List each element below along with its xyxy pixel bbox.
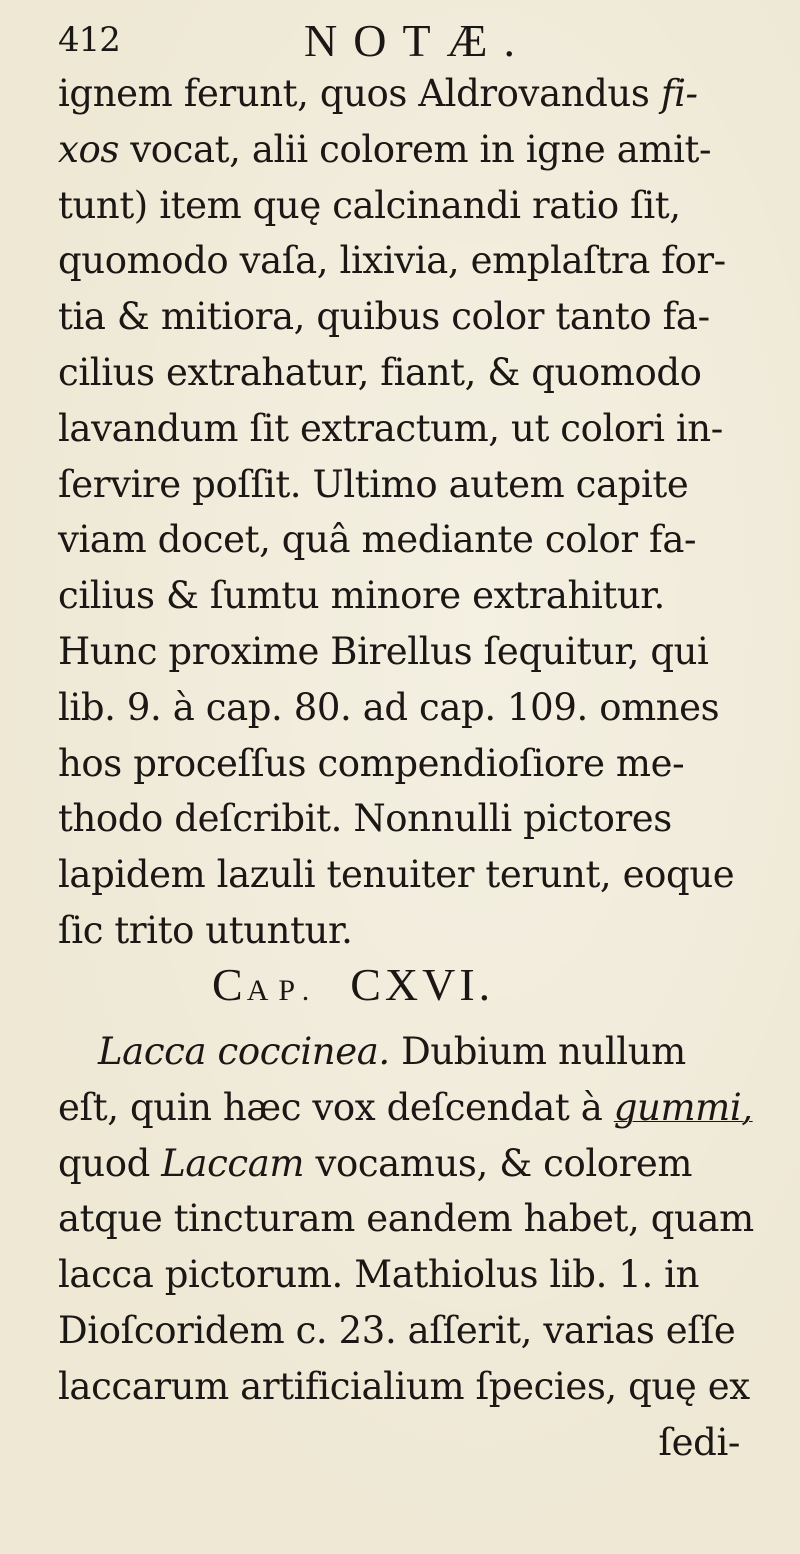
text-line: Hunc proxime Birellus ſequitur, qui: [58, 629, 709, 673]
chapter-cap-rest: AP.: [246, 974, 320, 1007]
italic-heading: Lacca coccinea.: [98, 1030, 390, 1073]
text-line: thodo deſcribit. Nonnulli pictores: [58, 797, 672, 841]
text-line: lacca pictorum. Mathiolus lib. 1. in: [58, 1253, 700, 1297]
text-line: tunt) item quę calcinandi ratio ſit,: [58, 183, 681, 227]
running-head: NOTÆ.: [304, 15, 531, 66]
text-line: ſervire poſſit. Ultimo autem capite: [58, 462, 689, 506]
text-line: tia & mitiora, quibus color tanto fa-: [58, 295, 710, 339]
text-line: lavandum ſit extractum, ut colori in-: [58, 406, 723, 450]
text-line: quod Laccam vocamus, & colorem: [58, 1141, 693, 1185]
text-line: eſt, quin hæc vox deſcendat à gummi,: [58, 1085, 753, 1129]
chapter-cap-initial: C: [212, 959, 247, 1010]
chapter-heading: [212, 958, 494, 1011]
text-line: ſic trito utuntur.: [58, 908, 353, 952]
text-line: Lacca coccinea. Dubium nullum: [98, 1030, 686, 1073]
text-line: cilius & ſumtu minore extrahitur.: [58, 574, 665, 618]
text-line: quomodo vaſa, lixivia, emplaſtra for-: [58, 239, 726, 283]
text-line: hos proceſſus compendioſiore me-: [58, 741, 685, 785]
paragraph-2: [58, 1024, 770, 1470]
text-line: lapidem lazuli tenuiter terunt, eoque: [58, 853, 735, 897]
text-line: laccarum artificialium ſpecies, quę ex: [58, 1364, 750, 1408]
catchword: ſedi-: [658, 1420, 740, 1464]
text-line: ignem ferunt, quos Aldrovandus fi-: [58, 72, 698, 115]
paragraph-1: [58, 66, 770, 959]
text-line: xos vocat, alii colorem in igne amit-: [58, 127, 712, 171]
text-line: atque tincturam eandem habet, quam: [58, 1197, 754, 1241]
page-number: 412: [58, 20, 120, 60]
page-header: [58, 14, 758, 64]
chapter-number: CXVI.: [350, 959, 495, 1010]
text-line: Dioſcoridem c. 23. aſſerit, varias eſſe: [58, 1308, 736, 1352]
text-line: viam docet, quâ mediante color fa-: [58, 518, 697, 562]
text-line: lib. 9. à cap. 80. ad cap. 109. omnes: [58, 685, 720, 729]
text-line: cilius extrahatur, fiant, & quomodo: [58, 350, 702, 394]
